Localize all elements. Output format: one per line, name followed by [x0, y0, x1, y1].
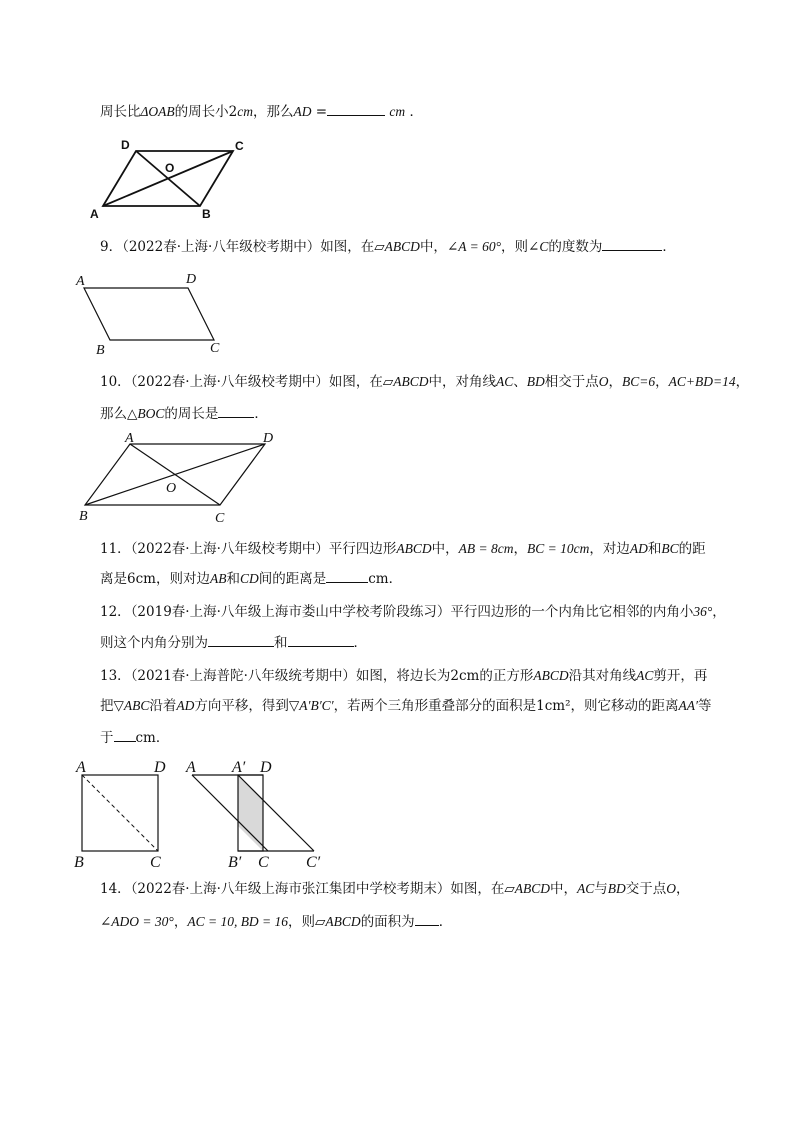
- label-o: O: [165, 161, 175, 175]
- q11-end: ．: [388, 571, 403, 587]
- question-source: （2022春·上海·八年级上海市张江集团中学校考期末）: [130, 881, 451, 897]
- q8-equals: =: [311, 104, 328, 120]
- q14-text: 如图，在: [450, 881, 505, 897]
- q8-unit: cm: [237, 104, 254, 119]
- q13-text: 沿其对角线: [568, 668, 637, 684]
- q13-ac: AC: [636, 668, 654, 683]
- q13-text: 把: [100, 698, 114, 714]
- question-number: 14．: [100, 881, 131, 897]
- q13-line2: [100, 698, 711, 714]
- q11-ab: AB = 8cm: [458, 541, 514, 556]
- q10-text: 相交于点: [544, 374, 599, 390]
- q13-line3: [100, 729, 169, 746]
- q13-triangle: ▽A′B′C′: [288, 698, 334, 713]
- q14-values: AC = 10, BD = 16: [187, 914, 289, 929]
- q13-figure-translated: [182, 755, 332, 870]
- q14-ac: AC: [577, 881, 595, 896]
- q10-text: 中，对角线: [428, 374, 497, 390]
- q14-parallelogram: ▱ABCD: [315, 914, 361, 929]
- q11-bc2: BC: [661, 541, 679, 556]
- q11-bc: BC = 10cm: [526, 541, 590, 556]
- label-c: C: [150, 854, 161, 871]
- q13-area: 1cm²: [536, 698, 571, 714]
- answer-blank[interactable]: [327, 103, 385, 116]
- q9-line: [100, 238, 676, 255]
- q9-angle: ∠C: [528, 239, 549, 254]
- q8-text: 周长比: [100, 104, 141, 120]
- answer-blank[interactable]: [415, 913, 439, 926]
- q11-text: 和: [647, 541, 662, 557]
- label-b: B: [74, 854, 84, 871]
- q13-length: 2cm: [450, 668, 480, 684]
- q9-angle: ∠A = 60°: [446, 239, 502, 254]
- q8-line: [100, 103, 423, 120]
- q13-text: 剪开，再: [653, 668, 708, 684]
- q13-abcd: ABCD: [533, 668, 569, 683]
- q8-end: ．: [409, 104, 423, 120]
- q14-text: 的面积为: [360, 914, 415, 930]
- label-d: D: [263, 431, 274, 446]
- q10-line: [100, 374, 749, 390]
- q10-text: 如图，在: [328, 374, 383, 390]
- q10-sep: ，: [735, 374, 750, 390]
- label-b: B: [202, 207, 211, 221]
- q9-text: 的度数为: [548, 239, 603, 255]
- q10-sep: ，: [655, 374, 669, 390]
- q9-text: ，则: [501, 239, 529, 255]
- q10-text: ，: [608, 374, 623, 390]
- q13-aa: AA′: [678, 698, 698, 713]
- label-a-prime: A′: [232, 759, 246, 776]
- q13-text: cm．: [135, 730, 170, 746]
- question-number: 12．: [100, 604, 131, 620]
- label-d: D: [121, 138, 130, 152]
- answer-blank[interactable]: [208, 634, 274, 647]
- q10-parallelogram: ▱ABCD: [382, 374, 429, 389]
- q10-o: O: [598, 374, 609, 389]
- q14-text: 与: [594, 881, 608, 897]
- q11-sep: ，: [513, 541, 527, 557]
- q9-text: 中，: [419, 239, 447, 255]
- q12-degree: 36°: [693, 604, 713, 619]
- label-b-prime: B′: [228, 854, 242, 871]
- q14-parallelogram: ▱ABCD: [504, 881, 551, 896]
- q11-text: 平行四边形: [328, 541, 397, 557]
- q8-length: 2: [228, 104, 238, 120]
- question-source: （2021春·上海普陀·八年级统考期中）: [130, 668, 356, 684]
- q13-text: ，若两个三角形重叠部分的面积是: [333, 698, 537, 714]
- q11-text: 的距: [678, 541, 706, 557]
- q10-text: 的周长是: [164, 406, 219, 422]
- q9-figure: [70, 268, 230, 360]
- q12-end: ．: [353, 635, 367, 651]
- label-c: C: [210, 341, 220, 356]
- q12-line: [100, 604, 726, 620]
- answer-blank[interactable]: [114, 729, 136, 742]
- label-o: O: [166, 481, 177, 496]
- question-number: 13．: [100, 668, 131, 684]
- q12-text: 平行四边形的一个内角比它相邻的内角小: [450, 604, 694, 620]
- question-number: 9．: [100, 239, 123, 255]
- q11-text: 和: [226, 571, 240, 587]
- q14-o: O: [666, 881, 677, 896]
- q12-text: 和: [274, 635, 288, 651]
- question-source: （2022春·上海·八年级校考期中）: [122, 239, 321, 255]
- q14-sep: ，: [676, 881, 690, 897]
- q11-text: 间的距离是: [258, 571, 327, 587]
- label-d: D: [260, 759, 272, 776]
- q10-text: 那么△: [100, 406, 138, 422]
- q14-end: ．: [438, 914, 453, 930]
- label-c-prime: C′: [306, 854, 321, 871]
- q11-text: 离是6cm，则对边: [100, 571, 210, 587]
- question-source: （2019春·上海·八年级上海市娄山中学校考阶段练习）: [130, 604, 451, 620]
- q8-triangle: ΔOAB: [140, 104, 175, 119]
- q11-ad: AD: [629, 541, 648, 556]
- q8-text: 的周长小: [174, 104, 229, 120]
- label-d: D: [154, 759, 166, 776]
- q9-parallelogram: ▱ABCD: [374, 239, 420, 254]
- q11-text: ，对边: [589, 541, 630, 557]
- answer-blank[interactable]: [288, 634, 354, 647]
- q13-line: [100, 668, 707, 684]
- question-number: 11．: [100, 541, 131, 557]
- q14-text: ，则: [288, 914, 316, 930]
- q8-unit: cm: [389, 104, 406, 119]
- q13-ad: AD: [176, 698, 195, 713]
- question-source: （2022春·上海·八年级校考期中）: [130, 374, 329, 390]
- q10-bd: BD: [526, 374, 545, 389]
- answer-blank[interactable]: [218, 405, 254, 418]
- q12-sep: ，: [712, 604, 726, 620]
- q9-text: 如图，在: [320, 239, 375, 255]
- label-a: A: [76, 759, 86, 776]
- q14-line2: [100, 913, 452, 930]
- q13-figure-square: [70, 755, 180, 870]
- question-source: （2022春·上海·八年级校考期中）: [130, 541, 329, 557]
- label-c: C: [258, 854, 269, 871]
- q10-boc: BOC: [137, 406, 165, 421]
- q13-text: 等: [697, 698, 712, 714]
- answer-blank[interactable]: [326, 570, 368, 583]
- q10-ac: AC: [496, 374, 514, 389]
- q9-end: ．: [662, 239, 676, 255]
- answer-blank[interactable]: [602, 238, 662, 251]
- q8-ad: AD: [293, 104, 312, 119]
- q14-bd: BD: [607, 881, 626, 896]
- label-a: A: [76, 274, 85, 289]
- question-number: 10．: [100, 374, 131, 390]
- q13-triangle: ▽ABC: [113, 698, 150, 713]
- label-c: C: [215, 511, 225, 526]
- label-a: A: [125, 431, 134, 446]
- q10-sep: 、: [513, 374, 527, 390]
- q12-text: 则这个内角分别为: [100, 635, 208, 651]
- q14-text: 交于点: [625, 881, 667, 897]
- q11-line: [100, 541, 706, 557]
- q10-bc: BC=6: [622, 374, 656, 389]
- q14-line: [100, 881, 690, 897]
- q12-line2: [100, 634, 367, 651]
- q13-text: 沿着: [149, 698, 177, 714]
- q10-sum: AC+BD=14: [668, 374, 736, 389]
- q10-end: ．: [254, 406, 268, 422]
- q11-abcd: ABCD: [396, 541, 432, 556]
- q13-text: 的正方形: [479, 668, 534, 684]
- q8-text: ，那么: [253, 104, 294, 120]
- label-b: B: [79, 509, 88, 524]
- q11-cd: CD: [239, 571, 259, 586]
- q13-text: 方向平移，得到: [194, 698, 289, 714]
- q11-text: 中，: [431, 541, 459, 557]
- q11-ab2: AB: [209, 571, 227, 586]
- q14-angle: ∠ADO = 30°: [100, 914, 174, 929]
- q13-text: ，则它移动的距离: [570, 698, 679, 714]
- label-a: A: [90, 207, 99, 221]
- q11-unit: cm: [368, 571, 389, 587]
- q11-line2: [100, 570, 402, 587]
- label-a: A: [186, 759, 196, 776]
- q13-text: 如图，将边长为: [355, 668, 451, 684]
- q10-line2: [100, 405, 268, 422]
- q14-text: 中，: [550, 881, 578, 897]
- label-c: C: [235, 139, 244, 153]
- q8-figure: [88, 138, 258, 223]
- q10-figure: [75, 430, 285, 530]
- label-d: D: [186, 272, 197, 287]
- label-b: B: [96, 343, 105, 358]
- q14-sep: ，: [173, 914, 188, 930]
- q13-text: 于: [100, 730, 114, 746]
